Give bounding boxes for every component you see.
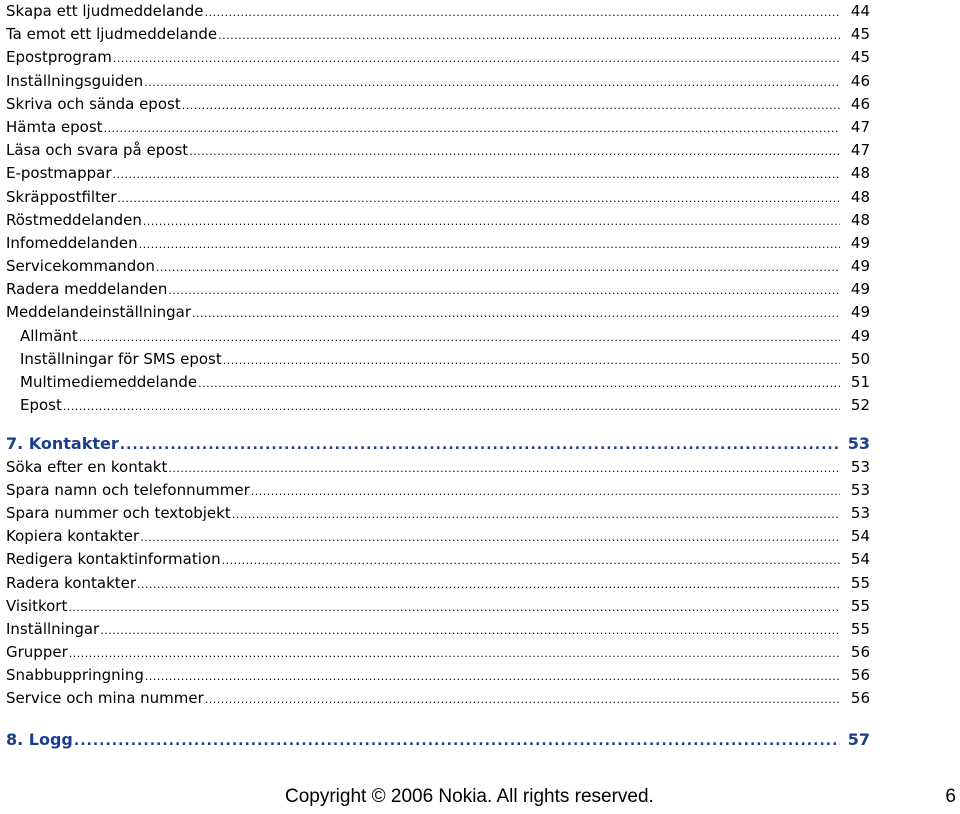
toc-entry-title: Multimediemeddelande xyxy=(20,373,198,391)
dot-leader xyxy=(168,279,840,302)
toc-entry[interactable] xyxy=(6,186,870,209)
dot-leader xyxy=(137,573,840,596)
toc-entry-page: 55 xyxy=(850,619,870,638)
toc-entry-title: Röstmeddelanden xyxy=(6,210,142,229)
toc-entry-title: Kopiera kontakter xyxy=(6,527,140,546)
toc-entry-title: Hämta epost xyxy=(6,117,103,136)
dot-leader xyxy=(198,372,840,395)
toc-entry[interactable] xyxy=(6,572,870,595)
toc-entry-title: Infomeddelanden xyxy=(6,233,138,252)
toc-entry-page: 46 xyxy=(850,94,870,113)
toc-entry-page: 47 xyxy=(850,117,870,136)
table-of-contents xyxy=(6,0,870,751)
dot-leader xyxy=(143,210,840,233)
toc-entry[interactable] xyxy=(6,209,870,232)
dot-leader xyxy=(144,71,840,94)
toc-entry-page: 56 xyxy=(850,643,870,662)
toc-entry-title: Grupper xyxy=(6,643,68,662)
toc-entry[interactable] xyxy=(6,618,870,641)
toc-entry-title: Snabbuppringning xyxy=(6,666,144,685)
toc-entry[interactable] xyxy=(6,139,870,162)
dot-leader xyxy=(223,349,840,372)
toc-entry-title: Servicekommandon xyxy=(6,257,155,276)
dot-leader xyxy=(100,619,840,642)
dot-leader xyxy=(113,163,841,186)
dot-leader xyxy=(68,596,840,619)
toc-entry-page: 49 xyxy=(850,303,870,322)
dot-leader xyxy=(113,47,840,70)
toc-entry-page: 53 xyxy=(850,503,870,522)
dot-leader xyxy=(79,326,840,349)
toc-entry-title: Inställningar xyxy=(6,619,100,638)
toc-entry-page: 56 xyxy=(850,666,870,685)
dot-leader xyxy=(189,140,840,163)
toc-entry[interactable] xyxy=(6,46,870,69)
chapter-page: 53 xyxy=(847,434,870,454)
toc-entry-title: Radera meddelanden xyxy=(6,280,168,299)
page-number: 6 xyxy=(945,786,956,807)
dot-leader xyxy=(139,233,840,256)
chapter-page: 57 xyxy=(847,729,870,749)
dot-leader xyxy=(205,688,840,711)
toc-entry-title: Inställningar för SMS epost xyxy=(20,349,222,368)
dot-leader xyxy=(168,457,840,480)
toc-entry-page: 50 xyxy=(850,349,870,368)
dot-leader xyxy=(204,1,840,24)
toc-entry-page: 47 xyxy=(850,141,870,160)
dot-leader xyxy=(182,94,840,117)
dot-leader xyxy=(104,117,840,140)
toc-entry-title: Läsa och svara på epost xyxy=(6,141,189,160)
toc-entry-title: Spara namn och telefonnummer xyxy=(6,480,250,499)
toc-entry[interactable] xyxy=(6,664,870,687)
toc-entry[interactable] xyxy=(6,255,870,278)
toc-entry-title: Söka efter en kontakt xyxy=(6,457,168,476)
toc-entry-page: 54 xyxy=(850,550,870,569)
toc-entry[interactable] xyxy=(6,502,870,525)
toc-entry-page: 44 xyxy=(850,2,870,20)
toc-entry[interactable] xyxy=(6,116,870,139)
toc-entry-page: 49 xyxy=(850,326,870,345)
toc-entry[interactable] xyxy=(6,479,870,502)
dot-leader xyxy=(63,395,840,418)
toc-entry[interactable] xyxy=(6,525,870,548)
toc-entry-page: 49 xyxy=(850,257,870,276)
dot-leader xyxy=(74,730,840,753)
toc-entry-page: 48 xyxy=(850,164,870,183)
toc-entry[interactable] xyxy=(6,70,870,93)
toc-chapter-heading[interactable] xyxy=(6,728,870,751)
dot-leader xyxy=(251,480,840,503)
toc-entry-title: Meddelandeinställningar xyxy=(6,303,192,322)
toc-entry-title: Epostprogram xyxy=(6,48,112,67)
toc-entry-title: Ta emot ett ljudmeddelande xyxy=(6,25,218,44)
toc-entry-page: 48 xyxy=(850,210,870,229)
toc-entry-page: 55 xyxy=(850,596,870,615)
dot-leader xyxy=(218,24,840,47)
toc-entry[interactable] xyxy=(6,0,870,23)
toc-entry-page: 48 xyxy=(850,187,870,206)
toc-entry-page: 54 xyxy=(850,527,870,546)
toc-entry-title: Radera kontakter xyxy=(6,573,137,592)
toc-entry[interactable] xyxy=(6,641,870,664)
chapter-title: 8. Logg xyxy=(6,729,73,749)
toc-entry-page: 53 xyxy=(850,457,870,476)
toc-entry-title: Skapa ett ljudmeddelande xyxy=(6,2,204,20)
toc-entry[interactable] xyxy=(6,595,870,618)
toc-subentry[interactable] xyxy=(6,371,870,394)
toc-entry-page: 49 xyxy=(850,280,870,299)
toc-entry[interactable] xyxy=(6,301,870,324)
toc-chapter-heading[interactable] xyxy=(6,432,870,455)
toc-entry[interactable] xyxy=(6,278,870,301)
toc-entry-page: 49 xyxy=(850,233,870,252)
toc-entry-page: 56 xyxy=(850,689,870,708)
dot-leader xyxy=(156,256,840,279)
toc-entry[interactable] xyxy=(6,456,870,479)
dot-leader xyxy=(232,503,840,526)
toc-entry-page: 51 xyxy=(850,373,870,391)
toc-subentry[interactable] xyxy=(6,394,870,417)
toc-entry[interactable] xyxy=(6,687,870,710)
toc-entry[interactable] xyxy=(6,162,870,185)
toc-subentry[interactable] xyxy=(6,325,870,348)
toc-entry-title: Inställningsguiden xyxy=(6,71,144,90)
toc-entry-title: Epost xyxy=(20,396,62,415)
dot-leader xyxy=(69,642,840,665)
toc-entry[interactable] xyxy=(6,548,870,571)
toc-entry-page: 52 xyxy=(850,396,870,415)
toc-entry[interactable] xyxy=(6,93,870,116)
toc-entry-page: 45 xyxy=(850,25,870,44)
dot-leader xyxy=(222,549,840,572)
dot-leader xyxy=(140,526,840,549)
dot-leader xyxy=(145,665,840,688)
toc-entry-title: Spara nummer och textobjekt xyxy=(6,503,231,522)
toc-entry-page: 46 xyxy=(850,71,870,90)
toc-entry-title: Skräppostfilter xyxy=(6,187,117,206)
copyright-notice: Copyright © 2006 Nokia. All rights reserved. xyxy=(285,786,654,807)
toc-entry-page: 55 xyxy=(850,573,870,592)
toc-entry-title: Redigera kontaktinformation xyxy=(6,550,221,569)
toc-entry-title: Allmänt xyxy=(20,326,78,345)
toc-entry-page: 45 xyxy=(850,48,870,67)
toc-subentry[interactable] xyxy=(6,348,870,371)
dot-leader xyxy=(120,434,840,457)
toc-entry-title: Visitkort xyxy=(6,596,68,615)
toc-entry-title: Skriva och sända epost xyxy=(6,94,181,113)
dot-leader xyxy=(192,302,840,325)
toc-entry[interactable] xyxy=(6,232,870,255)
dot-leader xyxy=(117,187,840,210)
toc-entry[interactable] xyxy=(6,23,870,46)
toc-entry-page: 53 xyxy=(850,480,870,499)
toc-entry-title: E-postmappar xyxy=(6,164,112,183)
toc-entry-title: Service och mina nummer xyxy=(6,689,204,708)
chapter-title: 7. Kontakter xyxy=(6,434,119,454)
